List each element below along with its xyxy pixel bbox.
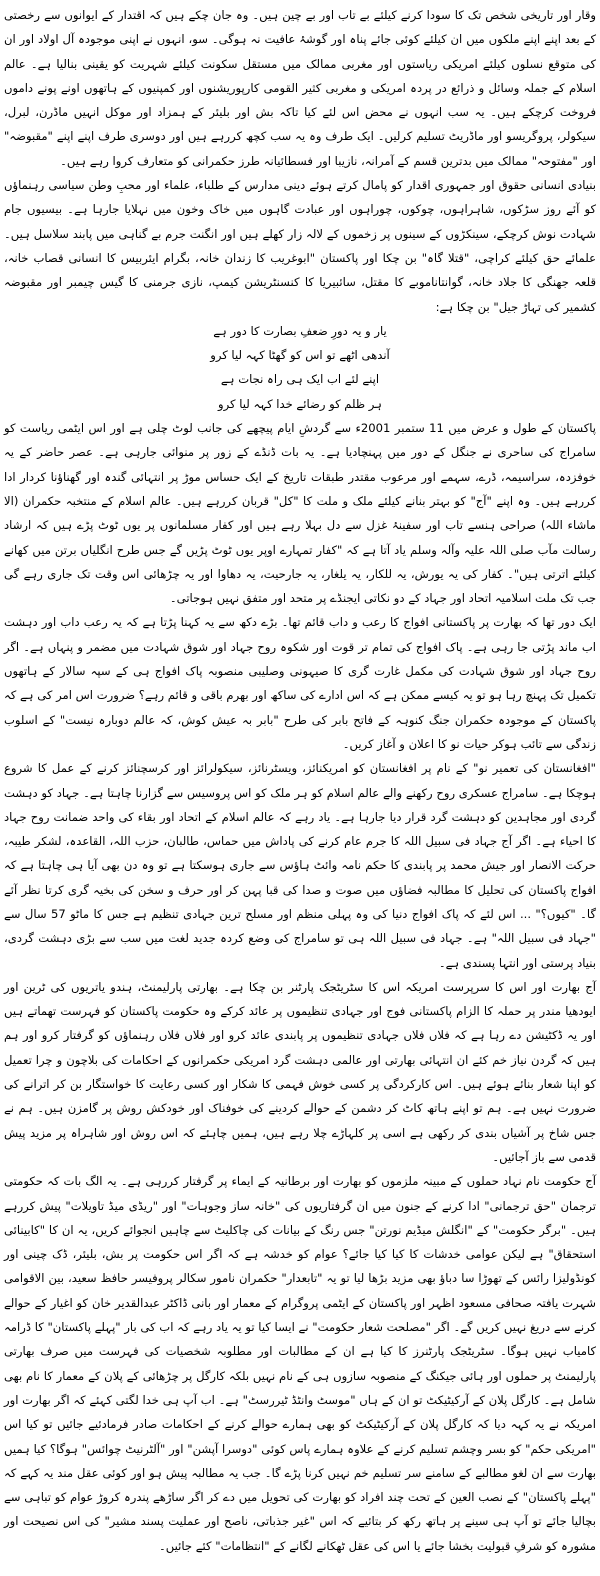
- verse-line: آندھی اٹھے تو اس کو گھٹا کہہ لیا کرو: [210, 348, 390, 363]
- article-paragraph: ایک دور تھا کہ بھارت پر پاکستانی افواج کا رعب و داب قائم تھا۔ بڑے دکھ سے یہ کہنا پڑتا ہے کہ یہ رعب داب اور دہشت اب ماند پڑتی جا رہی ہے۔ پاک افواج کی تمام تر قوت اور شکوہ روح جہاد اور شوق شہادت میں مضمر و پنہاں ہے۔ اگر روح جہاد اور شوق شہادت کی مکمل غارت گری کا صیہونی وصلیبی منصوبہ پاک افواج ہی کے سپہ سالار کے ہاتھوں تکمیل تک پہنچ رہا ہو تو یہ کیسے ممکن ہے کہ اس ادارے کی ساکھ اور بھرم باقی و قائم رہے؟ ضرورت اس امر کی ہے کہ پاکستان کے موجودہ حکمران جنگ کنوہہ کے فاتح بابر کی طرح "بابر بہ عیش کوش، کہ عالم دوبارہ نیست" کے اسلوب زندگی سے تائب ہوکر حیات نو کا اعلان و آغاز کریں۔: [4, 615, 596, 751]
- verse-line: اپنے لئے اب ایک ہی راہ نجات ہے: [220, 372, 380, 387]
- verse-line: ہر ظلم کو رضائے خدا کہہ لیا کرو: [218, 396, 382, 411]
- article-paragraph: بنیادی انسانی حقوق اور جمہوری اقدار کو پامال کرتے ہوئے دینی مدارس کے طلباء، علماء اور محبِ وطن سیاسی رہنماؤں کو آئے روز سڑکوں، شاہراہوں، چوکوں، چوراہوں اور عبادت گاہوں میں خاک وخون میں نہلایا جارہا ہے۔ بیسیوں جام شہادت نوش کرچکے، سینکڑوں کے سینوں پر زخموں کے لالہ زار کھلے ہیں اور انگنت جرم بے گناہی میں پابند سلاسل ہیں۔ علمائے حق کیلئے کراچی، "قتلا گاہ" بن چکا اور پاکستان "ابوغریب کا زندان خانہ، بگرام ایئربیس کا انسانی قصاب خانہ، قلعہ جھنگی کا جلاد خانہ، گوانتاناموبے کا مقتل، سائبیریا کا کنسنٹریشن کیمپ، نازی جرمنی کا گیس چیمبر اور مقبوضہ کشمیر کی تہاڑ جیل" بن چکا ہے:: [4, 178, 596, 314]
- article-paragraph: آج حکومت نام نہاد حملوں کے مبینہ ملزموں کو بھارت اور برطانیہ کے ایماء پر گرفتار کررہی ہے۔ یہ الگ بات کہ حکومتی ترجمان "حق ترجمانی" ادا کرنے کے جنون میں ان گرفتاریوں کی "خانہ ساز وجوہات" اور "ریڈی میڈ تاویلات" پیش کررہے ہیں۔ "برگر حکومت" کے "انگلش میڈیم نورتن" جس رنگ کے بیانات کی چاکلیٹ سے چاہیں انجوائے کریں، یہ ان کا "کابینائی استحقاق" ہے لیکن عوامی خدشات کا کیا کیا جائے؟ عوام کو خدشہ ہے کہ اگر اس حکومت پر بش، بلیئر، ڈک چینی اور کونڈولیزا رائس کے تھوڑا سا دباؤ بھی مزید بڑھا لیا تو یہ "تابعدار" حکمران نامور سکالر پروفیسر حافظ سعید، بین الاقوامی شہرت یافتہ صحافی مسعود اظہر اور پاکستان کے ایٹمی پروگرام کے معمار اور بانی ڈاکٹر عبدالقدیر خان کو اغیار کے حوالے کرنے سے دریغ نہیں کریں گے۔ اگر "مصلحت شعار حکومت" نے ایسا کیا تو یہ یاد رہے کہ اب کی بار "پہلے پاکستان" کا ڈرامہ کامیاب نہیں ہوگا۔ سٹریٹجک پارٹنرز کا کیا ہے ان کے مطالبات اور مطلوبہ شخصیات کی فہرست میں صرف بھارتی پارلیمنٹ پر حملوں اور ہائی جیکنگ کے منصوبہ سازوں ہی کے نام نہیں بلکہ کارگل پر چڑھائی کے پلان کے معمار کا نام بھی شامل ہے۔ کارگل پلان کے آرکیٹیکٹ تو ان کے ہاں "موسٹ وانٹڈ ٹیررسٹ" ہے۔ اب آپ ہی خدا لگتی کہئے کہ اگر بھارت اور امریکہ نے یہ کہہ دیا کہ کارگل پلان کے آرکیٹیکٹ کو بھی ہمارے حوالے کرنے کے احکامات صادر فرمادئیے جائیں تو کیا اس "امریکی حکم" کو بسر وچشم تسلیم کرنے کے علاوہ ہمارے پاس کوئی "دوسرا آپشن" اور "آلٹرنیٹ چوائس" ہوگا؟ کیا ہمیں بھارت سے ان لغو مطالبے کے سامنے سر تسلیم خم نہیں کرنا پڑے گا۔ جب یہ مطالبہ پیش ہو اور کوئی عقل مند یہ کہے کہ "پہلے پاکستان" کے نصب العین کے تحت چند افراد کو بھارت کی تحویل میں دے کر اگر ساڑھے پندرہ کروڑ عوام کو تباہی سے بچالیا جائے تو آپ ہی سینے پر ہاتھ رکھ کر بتائیے کہ اس "غیر جذباتی، ناصح اور عملیت پسند مشیر" کی اس نصیحت اور مشورہ کو شرفِ قبولیت بخشا جائے یا اس کی عقل ٹھکانے لگانے کے "انتظامات" کئے جائیں۔: [4, 1174, 596, 1553]
- poetry-verse: [4, 319, 596, 416]
- verse-line: یار و یہ دورِ ضعفِ بصارت کا دور ہے: [213, 323, 387, 338]
- article-paragraph: آج بھارت اور اس کا سرپرست امریکہ اس کا سٹریٹجک پارٹنر بن چکا ہے۔ بھارتی پارلیمنٹ، ہندو یاتریوں کی ٹرین اور ایودھیا مندر پر حملہ کا الزام پاکستانی فوج اور جہادی تنظیموں پر عائد کرکے وہ حکومت پاکستان کو فہرست تھماتے ہیں اور یہ ڈکٹیشن دے رہا ہے کہ فلاں فلاں جہادی تنظیموں پر پابندی عائد کرو اور فلاں فلاں رہنماؤں کو گرفتار کرو اور ہم ہیں کہ گردن نیاز خم کئے ان انتہائی بھارتی اور عالمی دہشت گرد امریکی حکمرانوں کے احکامات کی بلاچون و چرا تعمیل کو اپنا شعار بنائے ہوئے ہیں۔ اس کارکردگی پر کسی خوش فہمی کا شکار اور کسی رعایت کا خواستگار بن کر اترانے کی ضرورت نہیں ہے۔ ہم تو اپنے ہاتھ کاٹ کر دشمن کے حوالے کردینے کی خوفناک اور خودکش روش پر گامزن ہیں۔ ہم نے جس شاخ پر آشیاں بندی کر رکھی ہے اسی پر کلہاڑے چلا رہے ہیں، ہمیں چاہئے کہ اس روش اور شاہراہ پر مزید پیش قدمی سے باز آجائیں۔: [4, 979, 596, 1164]
- article-paragraph: "افغانستان کی تعمیر نو" کے نام پر افغانستان کو امریکنائز، ویسٹرنائز، سیکولرائز اور کرسچنائز کرنے کے عمل کا شروع ہوچکا ہے۔ سامراج عسکری روح رکھنے والے عالم اسلام کو ہر ملک کو اس پروسیس سے گزارنا چاہتا ہے۔ جہاد کو دہشت گردی اور مجاہدین کو دہشت گرد قرار دیا جارہا ہے۔ یاد رہے کہ عالم اسلام کے اتحاد اور بقاء کی واحد ضمانت روح جہاد کا احیاء ہے۔ اگر آج جہاد فی سبیل اللہ کا جرم عام کرنے کی پاداش میں حماس، طالبان، حزب اللہ، القاعدہ، لشکر طیبہ، حرکت الانصار اور جیش محمد پر پابندی کا حکم نامہ وائٹ ہاؤس سے جاری ہوسکتا ہے تو وہ دن بھی آیا ہی چاہتا ہے کہ افواج پاکستان کی تحلیل کا مطالبہ فضاؤں میں صوت و صدا کی قبا پہن کر اور حرف و سخن کی بخیہ گری کرتا نظر آئے گا۔ "کیوں؟" ... اس لئے کہ پاک افواج دنیا کی وہ پہلی منظم اور مسلح ترین جہادی تنظیم ہے جس کا ماٹو 57 سال سے "جہاد فی سبیل اللہ" ہے۔ جہاد فی سبیل اللہ ہی تو سامراج کی وضع کردہ جدید لغت میں سب سے بڑی دہشت گردی، بنیاد پرستی اور انتہا پسندی ہے۔: [4, 761, 596, 970]
- article-paragraph: پاکستان کے طول و عرض میں 11 ستمبر 2001ء سے گردشِ ایام پیچھے کی جانب لوٹ چلی ہے اور اس ایٹمی ریاست کو سامراج کی ساحری نے جنگل کے دور میں پہنچادیا ہے۔ یہ بات ڈنڈے کے زور پر منوائی جارہی ہے۔ عصر حاضر کے یہ خوفزدہ، سراسیمہ، ڈرے، سہمے اور مرعوب مقتدر طبقات تاریخ کے ایک حساس موڑ پر انتہائی گندہ اور گھناؤنا کردار ادا کررہے ہیں۔ وہ اپنے "آج" کو بہتر بنانے کیلئے ملک و ملت کا "کل" قربان کررہے ہیں۔ عالم اسلام کے منتخبہ حکمران (الا ماشاء اللہ) صراحی ہنسے تاب اور سفینۂ غزل سے دل بہلا رہے ہیں اور کفار مسلمانوں پر یوں ٹوٹ پڑے ہیں کہ ارشاد رسالت مآب صلی اللہ علیہ وآلہ وسلم یاد آتا ہے کہ "کفار تمہارے اوپر یوں ٹوٹ پڑیں گے جس طرح انگلیاں برتن میں کھانے کیلئے اترتی ہیں"۔ کفار کی یہ یورش، یہ للکار، یہ یلغار، یہ جارحیت، یہ دھاوا اور یہ چڑھائی اس وقت تک جاری رہے گی جب تک ملت اسلامیہ اتحاد اور جہاد کے دو نکاتی ایجنڈے پر متحد اور متفق نہیں ہوجاتی۔: [4, 421, 596, 606]
- article-paragraph: وقار اور تاریخی شخص تک کا سودا کرنے کیلئے بے تاب اور بے چین ہیں۔ وہ جان چکے ہیں کہ اقتدار کے ایوانوں سے رخصتی کے بعد اپنے اپنے ملکوں میں ان کیلئے کوئی جائے پناہ اور گوشۂ عافیت نہ ہوگی۔ سو، انہوں نے اپنی موجودہ آل اولاد اور ان کی متوقع نسلوں کیلئے امریکی ریاستوں اور مغربی ممالک میں مستقل سکونت کیلئے شہریت کو یقینی بنالیا ہے۔ عالم اسلام کے جملہ وسائل و ذرائع در پردہ امریکی و مغربی کثیر القومی کارپوریشنوں اور کمپنیوں کے ہاتھوں اونے پونے داموں فروخت کرچکے ہیں۔ یہ سب انہوں نے محض اس لئے کیا تاکہ بش اور بلیئر کے ہمزاد اور موکل انہیں ماڈرن، لبرل، سیکولر، پروگریسو اور ماڈریٹ تسلیم کرلیں۔ ایک طرف وہ یہ سب کچھ کررہے ہیں اور دوسری طرف اپنے اپنے "مقبوضہ" اور "مفتوحہ" ممالک میں بدترین قسم کے آمرانہ، نازیبا اور فسطائیانہ طرز حکمرانی کو متعارف کروا رہے ہیں۔: [4, 8, 596, 168]
